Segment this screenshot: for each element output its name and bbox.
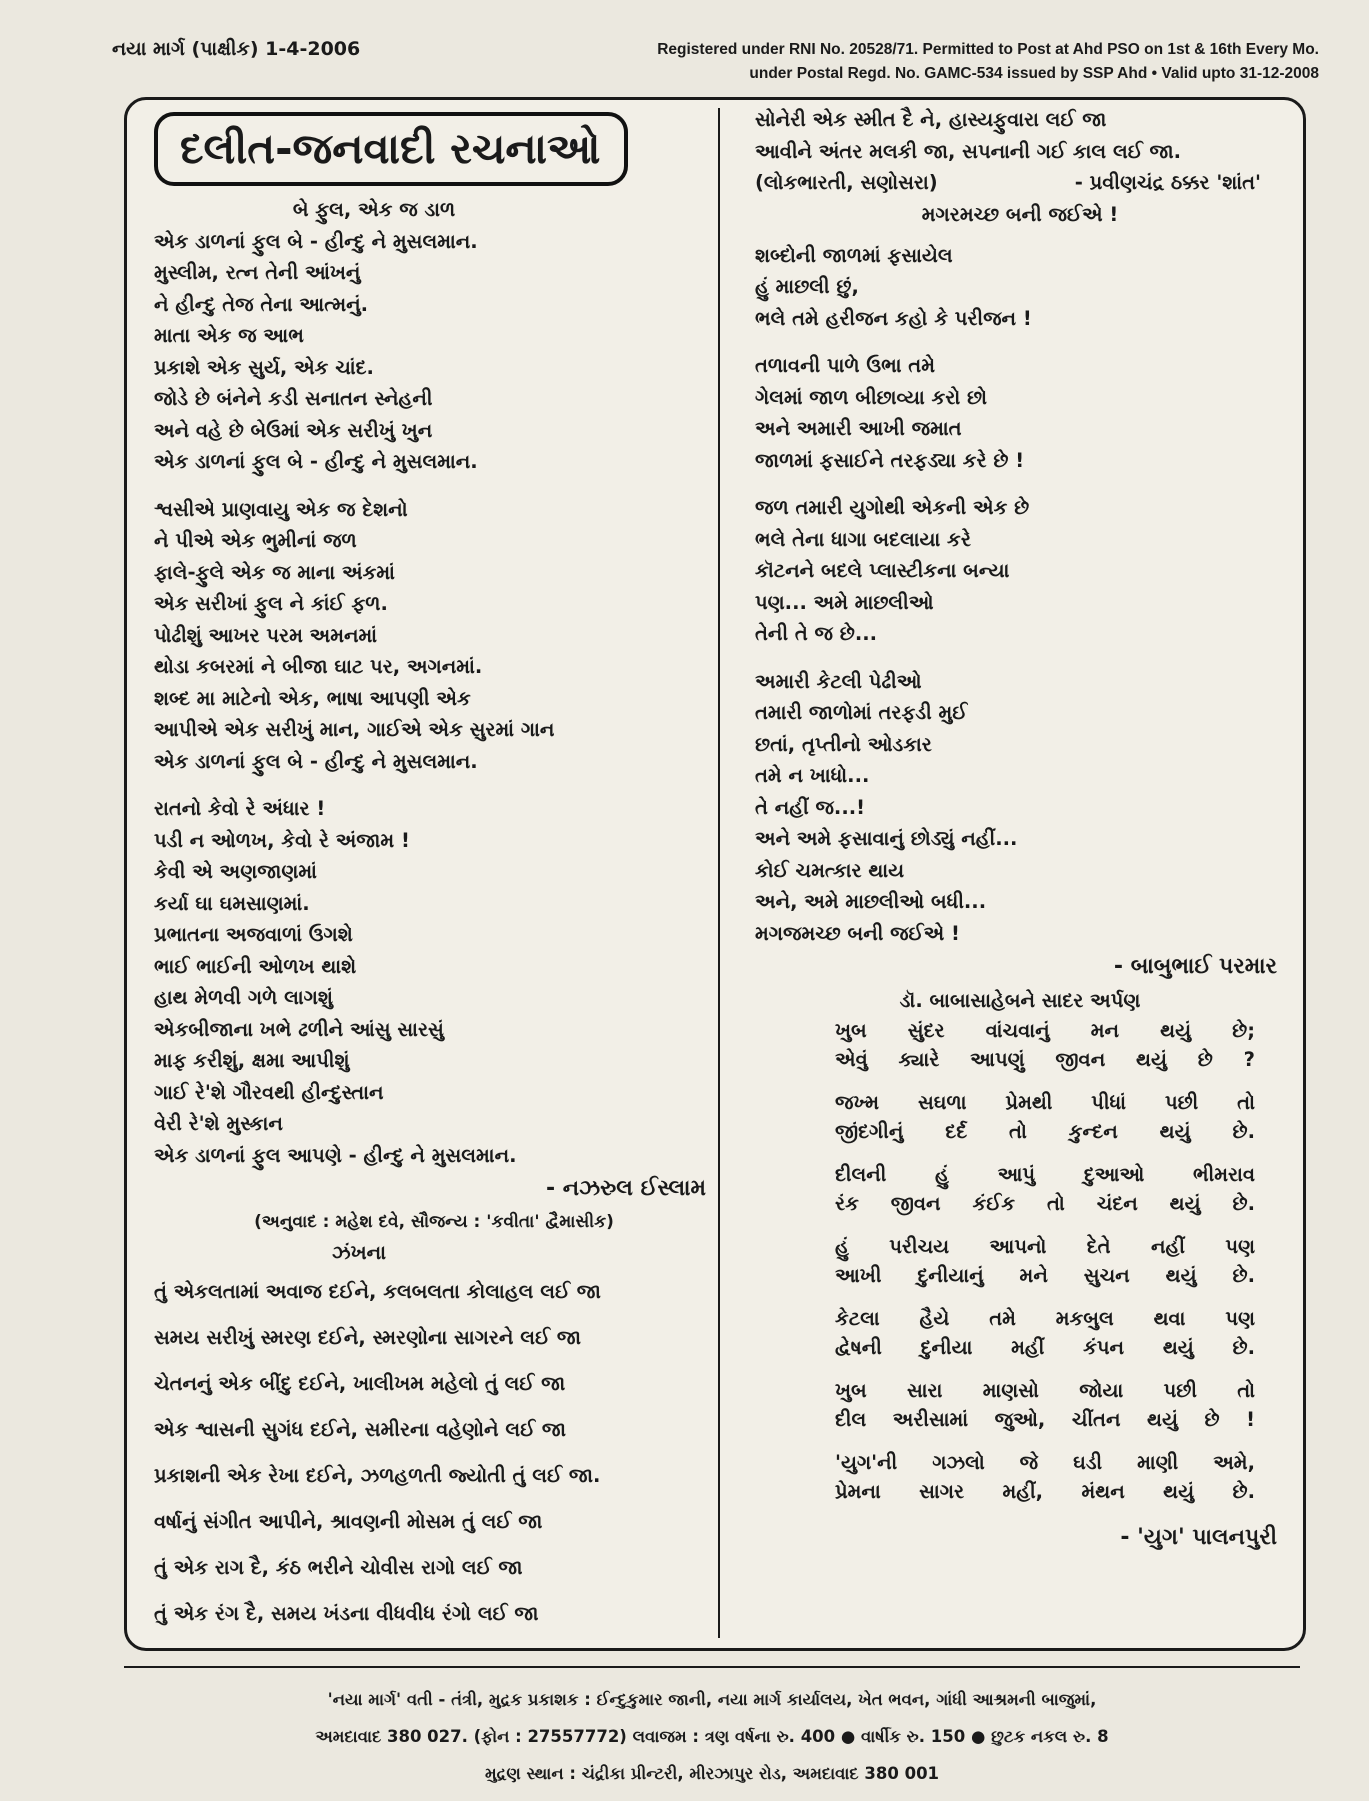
poem-line: શબ્દ મા માટેનો એક, ભાષા આપણી એક (154, 686, 471, 710)
poem-stanza (154, 793, 714, 1171)
poem-line: ને પીએ એક ભુમીનાં જળ (154, 529, 357, 552)
ghazal-couplet (755, 1304, 1285, 1362)
poem-line: ફાલે-ફુલે એક જ માના અંકમાં (154, 560, 395, 584)
poem-line: પણ... અમે માછલીઓ (755, 590, 934, 614)
poem-line: એવું ક્યારે આપણું જીવન થયું છે ? (835, 1048, 1255, 1071)
poem-line: ભલે તમે હરીજન કહો કે પરીજન ! (755, 306, 1032, 330)
registration-notice (499, 38, 1319, 86)
poem-line: દીલ અરીસામાં જુઓ, ચીંતન થયું છે ! (835, 1408, 1255, 1431)
poem-line: ખુબ સારા માણસો જોયા પછી તો (835, 1379, 1255, 1402)
poem-line: અને વહે છે બેઉમાં એક સરીખું ખુન (154, 418, 433, 442)
poem-line: દીલની હું આપું દુઆઓ ભીમરાવ (835, 1163, 1255, 1186)
poem-line: તું એકલતામાં અવાજ દઈને, કલબલતા કોલાહલ લઈ જા (154, 1279, 601, 1303)
poem-line: હું માછલી છું, (755, 275, 859, 298)
publisher-footer (124, 1681, 1300, 1792)
poem-line: કૉટનને બદલે પ્લાસ્ટીકના બન્યા (755, 559, 1010, 582)
poem-line: અને, અમે માછલીઓ બધી... (755, 890, 987, 913)
poem-author: - નઝરુલ ઈસ્લામ (545, 1176, 706, 1201)
poem-line: એક ડાળનાં ફુલ બે - હીન્દુ ને મુસલમાન. (154, 229, 478, 253)
poem-line: પડી ન ઓળખ, કેવો રે અંજામ ! (154, 828, 410, 852)
poem-stanza (755, 492, 1285, 650)
poem-line: અને અમે ફસાવાનું છોડ્યું નહીં... (755, 827, 1018, 850)
poem-line: ગેલમાં જાળ બીછાવ્યા કરો છો (755, 385, 987, 409)
poem-stanza (154, 226, 714, 478)
poem-line: તળાવની પાળે ઉભા તમે (755, 354, 935, 377)
poem-line: માફ કરીશું, ક્ષમા આપીશું (154, 1049, 350, 1072)
poem-line: શ્વસીએ પ્રાણવાયુ એક જ દેશનો (154, 497, 408, 521)
registration-line-2: under Postal Regd. No. GAMC-534 issued by SSP Ahd • Valid upto 31-12-2008 (749, 65, 1319, 82)
poem-line: તમારી જાળોમાં તરફડી મુઈ (755, 701, 968, 724)
poem-line: થોડા કબરમાં ને બીજા ઘાટ પર, અગનમાં. (154, 655, 483, 678)
issue-header: નયા માર્ગ (પાક્ષીક) 1-4-2006 (112, 38, 361, 60)
poem-stanza (154, 1269, 714, 1637)
poem-author: - બાબુભાઈ પરમાર (1113, 954, 1277, 979)
poem-line: તું એક રંગ દૈ, સમય ખંડના વીધવીધ રંગો લઈ જા (154, 1601, 539, 1625)
poem-line: એક સરીખાં ફુલ ને કાંઈ ફળ. (154, 592, 388, 615)
ghazal-couplet (755, 1376, 1285, 1434)
ghazal-couplet (755, 1232, 1285, 1290)
poem-line: અને અમારી આખી જમાત (755, 417, 962, 440)
poem-line: રંક જીવન કંઈક તો ચંદન થયું છે. (835, 1192, 1255, 1215)
poem-line: જીંદગીનું દર્દ તો કુન્દન થયું છે. (835, 1120, 1255, 1143)
poem-line: કર્યા ઘા ઘમસાણમાં. (154, 891, 310, 915)
poem-line: એક શ્વાસની સુગંધ દઈને, સમીરના વહેણોને લઈ જા (154, 1417, 567, 1441)
poem-line: અમારી કેટલી પેઢીઓ (755, 669, 922, 693)
poem-line: જાળમાં ફસાઈને તરફડ્યા કરે છે ! (755, 448, 1025, 472)
poem-line: એક ડાળનાં ફુલ બે - હીન્દુ ને મુસલમાન. (154, 450, 478, 473)
poem-line: રાતનો કેવો રે અંધાર ! (154, 797, 326, 820)
poem-line: શબ્દોની જાળમાં ફસાયેલ (755, 243, 953, 267)
poem-line: ગાઈ રે'શે ગૌરવથી હીન્દુસ્તાન (154, 1080, 384, 1104)
poem-stanza (755, 240, 1285, 335)
ghazal-couplets (755, 1016, 1285, 1520)
poem-line: માતા એક જ આભ (154, 324, 304, 347)
poem-line: ચેતનનું એક બીંદુ દઈને, ખાલીખમ મહેલો તું લઈ જા (154, 1371, 566, 1395)
poem-stanza (154, 494, 714, 778)
poem-stanza (755, 666, 1285, 950)
poem-title: ડૉ. બાબાસાહેબને સાદર અર્પણ (899, 989, 1141, 1012)
poem-line: જખ્મ સઘળા પ્રેમથી પીધાં પછી તો (835, 1091, 1255, 1114)
poem-line: ભલે તેના ધાગા બદલાયા કરે (755, 527, 971, 551)
footer-line-3: મુદ્રણ સ્થાન : ચંદ્રીકા પ્રીન્ટરી, મીરઝાપુર રોડ, અમદાવાદ 380 001 (484, 1764, 940, 1783)
poem-line: તમે ન ખાધો... (755, 764, 870, 787)
poem-line: વર્ષાનું સંગીત આપીને, શ્રાવણની મોસમ તું લઈ જા (154, 1509, 543, 1533)
poem-source: (લોકભારતી, સણોસરા) (755, 171, 938, 194)
poem-line: ને હીન્દુ તેજ તેના આત્મનું. (154, 292, 369, 316)
footer-line-1: 'નયા માર્ગ' વતી - તંત્રી, મુદ્રક પ્રકાશક : ઈન્દુકુમાર જાની, નયા માર્ગ કાર્યાલય, ખેત ભવન, ગાંધી આશ્રમની બાજુમાં, (327, 1690, 1097, 1709)
poem-line: આખી દુનીયાનું મને સુચન થયું છે. (835, 1264, 1255, 1287)
poem-line: આવીને અંતર મલકી જા, સપનાની ગઈ કાલ લઈ જા. (755, 139, 1182, 163)
ghazal-couplet (755, 1088, 1285, 1146)
poem-line: આપીએ એક સરીખું માન, ગાઈએ એક સુરમાં ગાન (154, 718, 555, 741)
poem-line: સમય સરીખું સ્મરણ દઈને, સ્મરણોના સાગરને લઈ જા (154, 1325, 581, 1349)
right-column (755, 104, 1285, 1556)
poem-line: તે નહીં જ...! (755, 795, 866, 819)
poem-title: મગરમચ્છ બની જઈએ ! (921, 202, 1119, 226)
poem-line: પ્રકાશની એક રેખા દઈને, ઝળહળતી જ્યોતી તું લઈ જા. (154, 1463, 601, 1487)
poem-line: તેની તે જ છે... (755, 622, 878, 645)
column-divider (718, 108, 720, 1638)
left-column (154, 112, 714, 1637)
poem-title: બે ફુલ, એક જ ડાળ (292, 198, 456, 221)
poem-line: દ્વેષની દુનીયા મહીં કંપન થયું છે. (835, 1336, 1255, 1359)
poem-author: - 'યુગ' પાલનપુરી (1120, 1525, 1277, 1550)
footer-rule (124, 1666, 1300, 1668)
poem-line: છતાં, તૃપ્તીનો ઓડકાર (755, 732, 932, 756)
poem-author: - પ્રવીણચંદ્ર ઠક્કર 'શાંત' (1074, 171, 1261, 194)
poem-line: મુસ્લીમ, રત્ન તેની આંખનું (154, 261, 361, 284)
footer-line-2: અમદાવાદ 380 027. (ફોન : 27557772) લવાજમ : ત્રણ વર્ષના રુ. 400 ● વાર્ષીક રુ. 150 ● છુટક નકલ રુ. 8 (315, 1727, 1109, 1746)
registration-line-1: Registered under RNI No. 20528/71. Permitted to Post at Ahd PSO on 1st & 16th Every Mo. (657, 41, 1319, 58)
poem-line: મગજમચ્છ બની જઈએ ! (755, 921, 960, 945)
poem-title: ઝંખના (332, 1241, 386, 1264)
poem-stanza (755, 350, 1285, 476)
ghazal-couplet (755, 1160, 1285, 1218)
poem-line: હું પરીચય આપનો દેતે નહીં પણ (835, 1235, 1255, 1258)
poem-line: જળ તમારી યુગોથી એકની એક છે (755, 496, 1030, 519)
ghazal-couplet (755, 1016, 1285, 1074)
poem-line: ખુબ સુંદર વાંચવાનું મન થયું છે; (835, 1019, 1255, 1042)
poem-line: એક ડાળનાં ફુલ બે - હીન્દુ ને મુસલમાન. (154, 749, 478, 773)
poem-line: કેવી એ અણજાણમાં (154, 860, 317, 883)
poem-line: એક ડાળનાં ફુલ આપણે - હીન્દુ ને મુસલમાન. (154, 1143, 517, 1167)
poem-line: સોનેરી એક સ્મીત દૈ ને, હાસ્યફુવારા લઈ જા (755, 108, 1107, 131)
poem-line: વેરી રે'શે મુસ્કાન (154, 1112, 283, 1135)
poem-line: કેટલા હૈયે તમે મકબુલ થવા પણ (835, 1307, 1255, 1330)
poem-line: હાથ મેળવી ગળે લાગશું (154, 986, 333, 1009)
poem-stanza (755, 104, 1285, 167)
poem-line: કોઈ ચમત્કાર થાય (755, 858, 905, 882)
poem-line: ભાઈ ભાઈની ઓળખ થાશે (154, 954, 357, 978)
poem-line: તું એક રાગ દૈ, કંઠ ભરીને ચોવીસ રાગો લઈ જા (154, 1555, 523, 1579)
poem-line: પ્રેમના સાગર મહીં, મંથન થયું છે. (835, 1480, 1255, 1503)
section-title: દલીત-જનવાદી રચનાઓ (154, 112, 628, 186)
poem-line: એકબીજાના ખભે ઢળીને આંસુ સારસું (154, 1017, 444, 1041)
poem-line: પ્રકાશે એક સુર્ય, એક ચાંદ. (154, 355, 374, 379)
poem-line: પોઢીશું આખર પરમ અમનમાં (154, 623, 378, 647)
poem-line: 'યુગ'ની ગઝલો જે ઘડી માણી અમે, (835, 1451, 1255, 1474)
poem-line: પ્રભાતના અજવાળાં ઉગશે (154, 923, 353, 946)
poem-credit: (અનુવાદ : મહેશ દવે, સૌજન્ય : 'કવીતા' દ્વૈમાસીક) (254, 1212, 614, 1232)
ghazal-couplet (755, 1448, 1285, 1506)
poem-line: જોડે છે બંનેને કડી સનાતન સ્નેહની (154, 387, 433, 410)
